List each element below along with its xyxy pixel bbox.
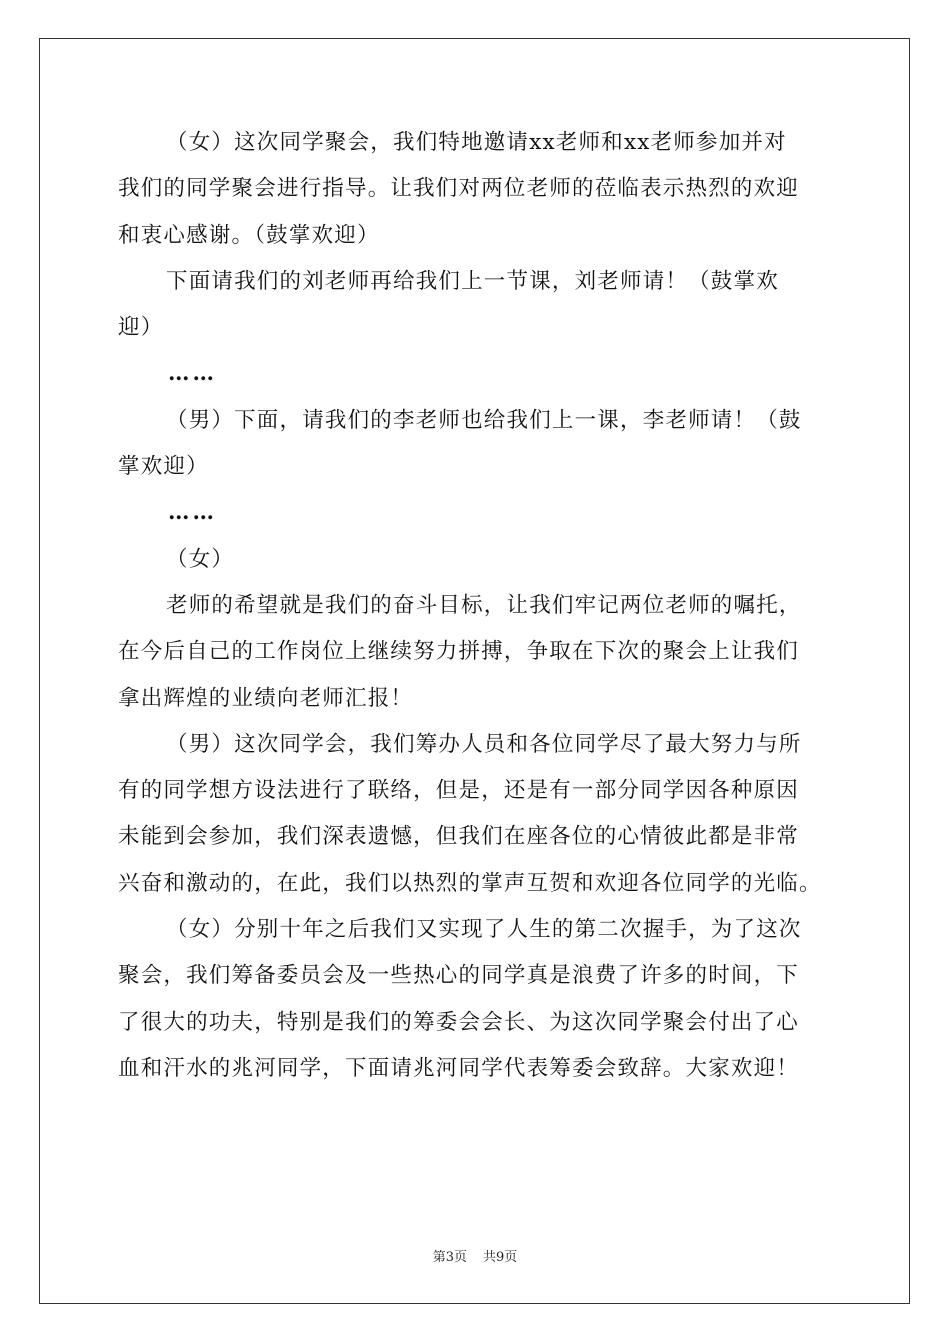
text-line: 了很大的功夫，特别是我们的筹委会会长、为这次同学聚会付出了心 <box>118 1009 800 1035</box>
page-total: 共9页 <box>483 1250 518 1265</box>
text-line: 在今后自己的工作岗位上继续努力拼搏，争取在下次的聚会上让我们 <box>118 639 800 665</box>
text-line: 和衷心感谢。（鼓掌欢迎） <box>118 222 380 248</box>
text-line: 掌欢迎） <box>118 454 209 480</box>
text-line: （男）这次同学会，我们筹办人员和各位同学尽了最大努力与所 <box>166 731 802 757</box>
ellipsis-line: …… <box>168 500 217 526</box>
text-line: （男）下面，请我们的李老师也给我们上一课，李老师请！（鼓 <box>166 407 802 433</box>
text-line: 下面请我们的刘老师再给我们上一节课，刘老师请！（鼓掌欢 <box>166 268 779 294</box>
page-number: 第3页 <box>432 1250 467 1265</box>
text-line: 我们的同学聚会进行指导。让我们对两位老师的莅临表示热烈的欢迎 <box>118 176 800 202</box>
text-line: （女） <box>166 546 235 572</box>
page-footer <box>0 1246 950 1265</box>
text-line: 有的同学想方设法进行了联络，但是，还是有一部分同学因各种原因 <box>118 778 800 804</box>
document-body <box>118 128 834 1100</box>
text-line: （女）分别十年之后我们又实现了人生的第二次握手，为了这次 <box>166 917 802 943</box>
text-line: 未能到会参加，我们深表遗憾，但我们在座各位的心情彼此都是非常 <box>118 824 800 850</box>
text-line: （女）这次同学聚会，我们特地邀请xx老师和xx老师参加并对 <box>166 130 787 155</box>
text-line: 老师的希望就是我们的奋斗目标，让我们牢记两位老师的嘱托， <box>166 592 802 618</box>
text-line: 聚会，我们筹备委员会及一些热心的同学真是浪费了许多的时间，下 <box>118 963 800 989</box>
text-line: 兴奋和激动的，在此，我们以热烈的掌声互贺和欢迎各位同学的光临。 <box>118 870 822 896</box>
ellipsis-line: …… <box>168 361 217 387</box>
text-line: 拿出辉煌的业绩向老师汇报！ <box>118 685 414 711</box>
text-line: 血和汗水的兆河同学，下面请兆河同学代表筹委会致辞。大家欢迎！ <box>118 1055 800 1081</box>
text-line: 迎） <box>118 315 164 341</box>
